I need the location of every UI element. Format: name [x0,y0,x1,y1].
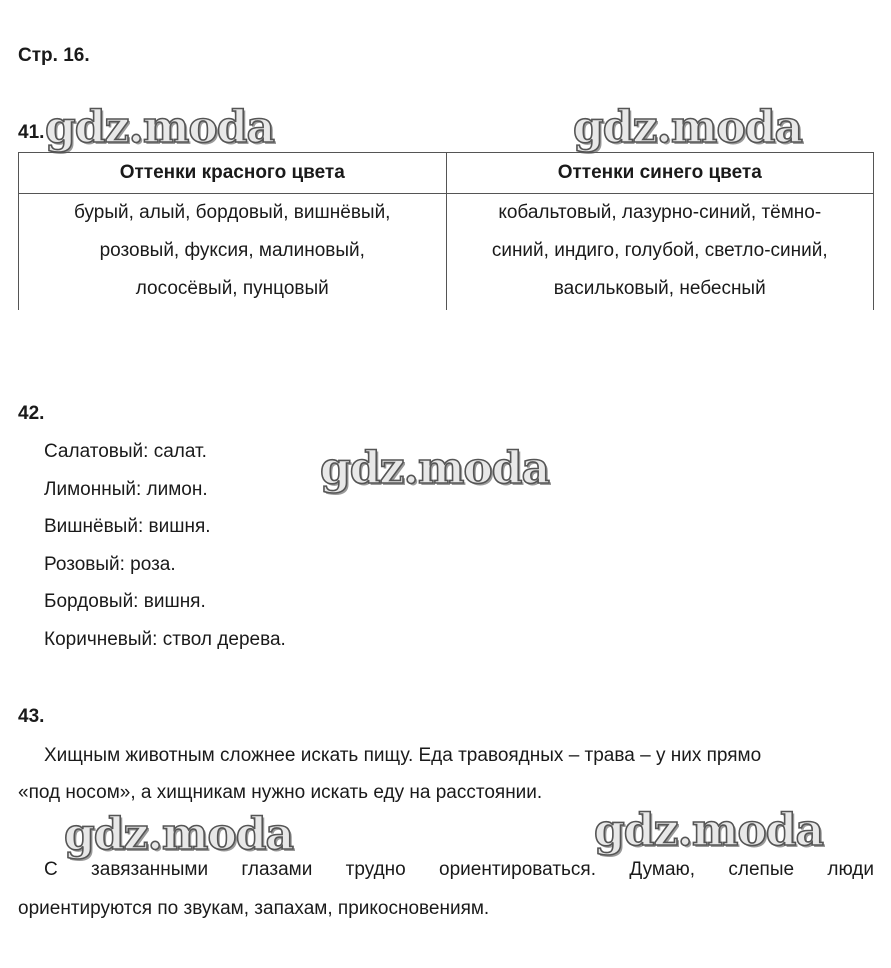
list-item: Лимонный: лимон. [44,478,208,500]
blue-line: васильковый, небесный [553,278,766,299]
table-cell-red [19,194,447,311]
blue-line: кобальтовый, лазурно-синий, тёмно- [498,202,822,223]
task-42-number: 42. [18,403,45,424]
task-43-paragraph-2-line-2: ориентируются по звукам, запахам, прикосновениям. [18,898,490,919]
list-item: Вишнёвый: вишня. [44,516,211,537]
task-43-paragraph-1-line-2: «под носом», а хищникам нужно искать еду на расстоянии. [18,782,543,803]
red-line: лососёвый, пунцовый [135,278,329,299]
task-43-paragraph-1-line-1: Хищным животным сложнее искать пищу. Еда травоядных – трава – у них прямо [44,745,762,766]
table-header-blue: Оттенки синего цвета [446,153,874,194]
table-cell-blue [446,194,874,311]
task-43-number: 43. [18,706,45,727]
table-header-red: Оттенки красного цвета [19,153,447,194]
blue-line: синий, индиго, голубой, светло-синий, [491,240,828,261]
watermark: gdz.moda [594,805,824,856]
task-42-list [44,433,286,658]
red-line: розовый, фуксия, малиновый, [99,240,365,261]
table-header-row [19,153,874,194]
table-row [19,194,874,311]
list-item: Салатовый: салат. [44,441,207,462]
red-line: бурый, алый, бордовый, вишнёвый, [74,202,391,223]
list-item: Коричневый: ствол дерева. [44,628,286,650]
page-number: Стр. 16. [18,45,90,66]
watermark: gdz.moda [320,443,550,494]
watermark: gdz.moda [573,102,803,153]
list-item: Бордовый: вишня. [44,591,206,612]
colors-table [18,152,874,310]
watermark: gdz.moda [45,102,275,153]
task-43-paragraph-2-line-1: С завязанными глазами трудно ориентироваться. Думаю, слепые люди [44,859,874,880]
watermark: gdz.moda [64,809,294,860]
task-41-number: 41. [18,122,45,143]
list-item: Розовый: роза. [44,553,176,575]
